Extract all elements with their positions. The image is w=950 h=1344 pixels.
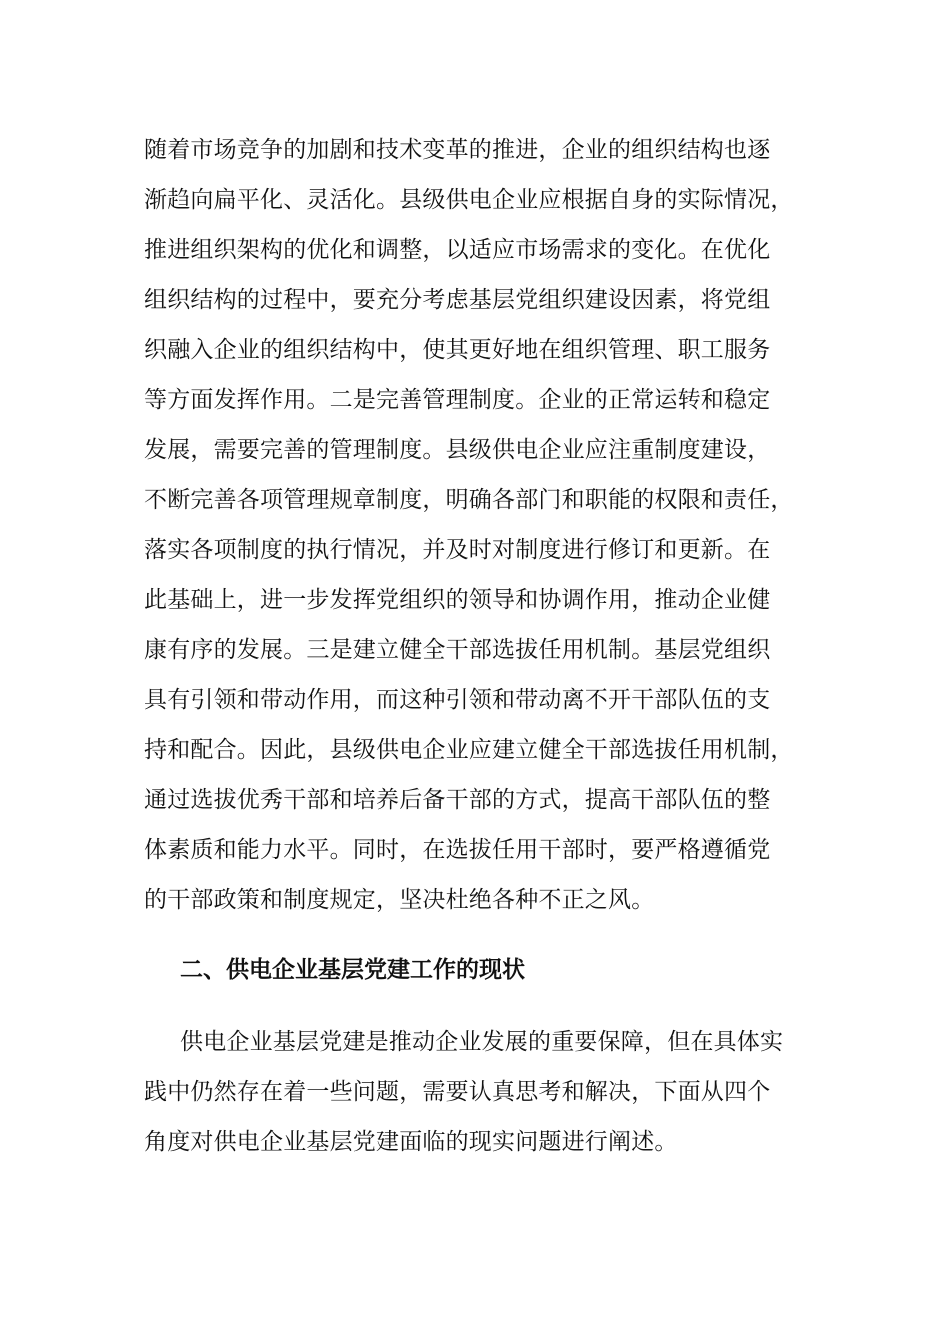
paragraph-line: 此基础上，进一步发挥党组织的领导和协调作用，推动企业健	[144, 587, 771, 613]
paragraph-line: 康有序的发展。三是建立健全干部选拔任用机制。基层党组织	[144, 637, 771, 663]
paragraph-line: 供电企业基层党建是推动企业发展的重要保障，但在具体实	[180, 1029, 784, 1055]
paragraph-line: 织融入企业的组织结构中，使其更好地在组织管理、职工服务	[144, 337, 771, 363]
paragraph-line: 随着市场竞争的加剧和技术变革的推进，企业的组织结构也逐	[144, 137, 771, 163]
paragraph-line: 持和配合。因此，县级供电企业应建立健全干部选拔任用机制，	[144, 737, 794, 763]
paragraph-line: 等方面发挥作用。二是完善管理制度。企业的正常运转和稳定	[144, 387, 771, 413]
section-heading: 二、供电企业基层党建工作的现状	[180, 957, 525, 983]
paragraph-line: 角度对供电企业基层党建面临的现实问题进行阐述。	[144, 1129, 678, 1155]
paragraph-line: 的干部政策和制度规定，坚决杜绝各种不正之风。	[144, 887, 655, 913]
paragraph-line: 不断完善各项管理规章制度，明确各部门和职能的权限和责任，	[144, 487, 794, 513]
paragraph-line: 具有引领和带动作用，而这种引领和带动离不开干部队伍的支	[144, 687, 771, 713]
paragraph-line: 践中仍然存在着一些问题，需要认真思考和解决，下面从四个	[144, 1079, 771, 1105]
paragraph-line: 渐趋向扁平化、灵活化。县级供电企业应根据自身的实际情况，	[144, 187, 794, 213]
paragraph-line: 落实各项制度的执行情况，并及时对制度进行修订和更新。在	[144, 537, 771, 563]
paragraph-line: 通过选拔优秀干部和培养后备干部的方式，提高干部队伍的整	[144, 787, 771, 813]
paragraph-line: 组织结构的过程中，要充分考虑基层党组织建设因素，将党组	[144, 287, 771, 313]
paragraph-line: 推进组织架构的优化和调整，以适应市场需求的变化。在优化	[144, 237, 771, 263]
paragraph-line: 发展，需要完善的管理制度。县级供电企业应注重制度建设，	[144, 437, 771, 463]
paragraph-line: 体素质和能力水平。同时，在选拔任用干部时，要严格遵循党	[144, 837, 771, 863]
